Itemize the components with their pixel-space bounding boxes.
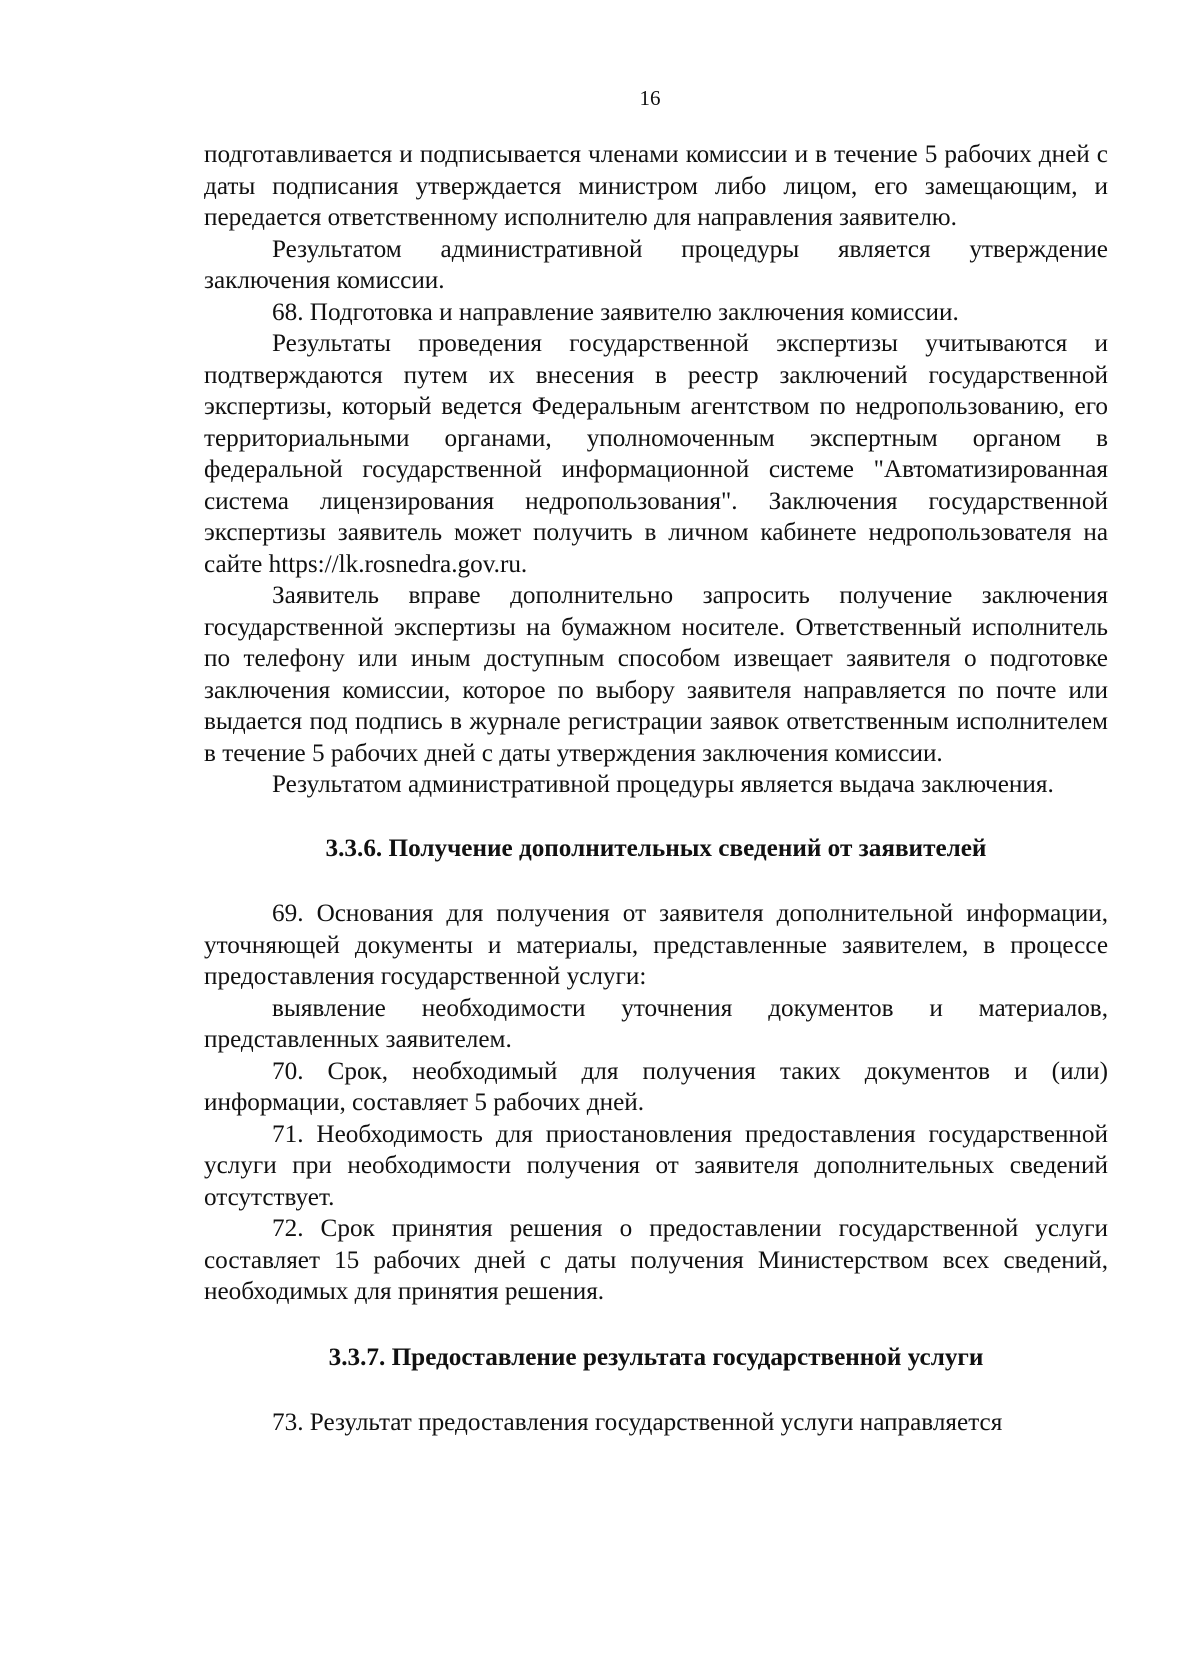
paragraph-result-issuance: Результатом административной процедуры является выдача заключения. [272, 771, 1054, 798]
page-number: 16 [639, 86, 661, 110]
paragraph-continuation: подготавливается и подписывается членами комиссии и в течение 5 рабочих дней с даты подписания утверждается министром либо лицом, его замещающим, и передается ответственному исполнителю для направления заявителю. [204, 141, 1108, 231]
paragraph-70: 70. Срок, необходимый для получения таких документов и (или) информации, составляет 5 рабочих дней. [204, 1057, 1108, 1116]
paragraph-69: 69. Основания для получения от заявителя дополнительной информации, уточняющей документы и материалы, представленные заявителем, в процессе предоставления государственной услуги: [204, 900, 1108, 990]
paragraph-72: 72. Срок принятия решения о предоставлении государственной услуги составляет 15 рабочих дней с даты получения Министерством всех сведений, необходимых для принятия решения. [204, 1215, 1108, 1305]
paragraph-68: 68. Подготовка и направление заявителю заключения комиссии. [272, 298, 959, 326]
section-heading-3-3-6: 3.3.6. Получение дополнительных сведений от заявителей [325, 834, 987, 862]
paragraph-71: 71. Необходимость для приостановления предоставления государственной услуги при необходимости получения от заявителя дополнительных сведений отсутствует. [204, 1120, 1108, 1211]
paragraph-result-approval: Результатом административной процедуры является утверждение заключения комиссии. [204, 235, 1108, 294]
paragraph-clarification: выявление необходимости уточнения документов и материалов, представленных заявителем. [204, 994, 1108, 1053]
document-body [204, 139, 1108, 1439]
paragraph-73: 73. Результат предоставления государственной услуги направляется [272, 1409, 1003, 1436]
section-heading-3-3-7: 3.3.7. Предоставление результата государственной услуги [328, 1343, 984, 1371]
paragraph-expertise-registry: Результаты проведения государственной экспертизы учитываются и подтверждаются путем их внесения в реестр заключений государственной экспертизы, который ведется Федеральным агентством по недропользованию, его территориальными органами, уполномоченным экспертным органом в федеральной государственной информационной системе "Автоматизированная система лицензирования недропользования". Заключения государственной экспертизы заявитель может получить в личном кабинете недропользователя на сайте https://lk.rosnedra.gov.ru. [204, 330, 1108, 578]
paragraph-paper-request: Заявитель вправе дополнительно запросить получение заключения государственной экспертизы на бумажном носителе. Ответственный исполнитель по телефону или иным доступным способом извещает заявителя о подготовке заключения комиссии, которое по выбору заявителя направляется по почте или выдается под подпись в журнале регистрации заявок ответственным исполнителем в течение 5 рабочих дней с даты утверждения заключения комиссии. [204, 582, 1108, 767]
